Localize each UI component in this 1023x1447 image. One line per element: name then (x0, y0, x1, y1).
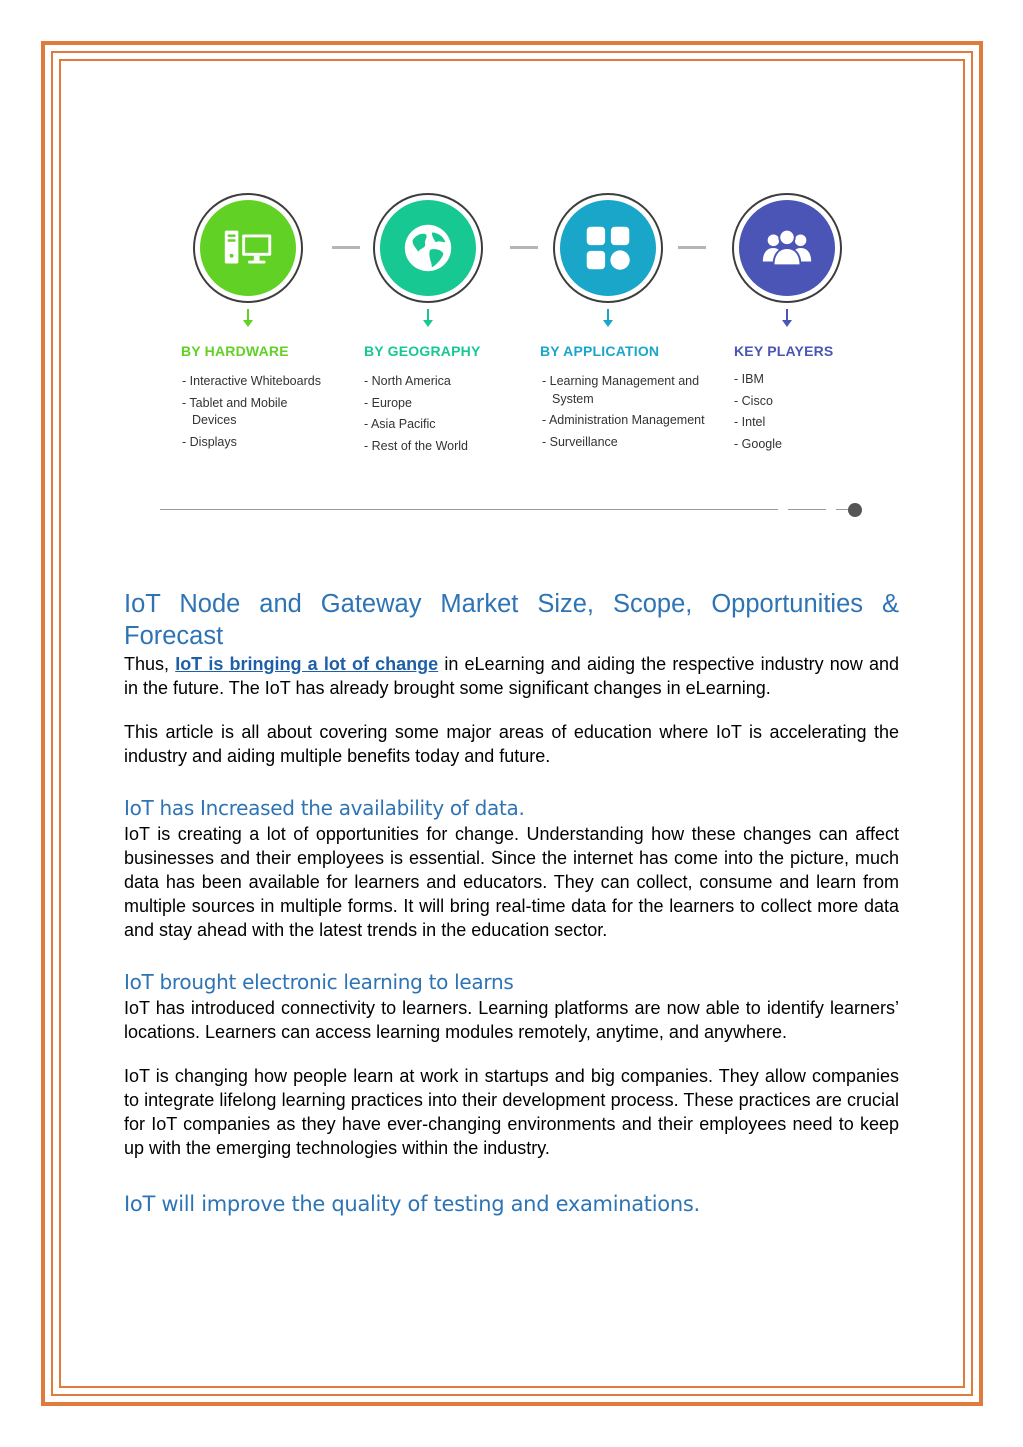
arrow-head-icon (782, 320, 792, 327)
arrow-head-icon (243, 320, 253, 327)
geography-title: BY GEOGRAPHY (364, 343, 481, 359)
list-item: - Intel (734, 414, 854, 432)
key-players-circle (734, 195, 840, 301)
list-item: - Asia Pacific (364, 416, 514, 434)
list-item: - Cisco (734, 393, 854, 411)
list-item: - North America (364, 373, 514, 391)
application-title: BY APPLICATION (540, 343, 660, 359)
list-item: - Tablet and Mobile Devices (182, 395, 322, 430)
section-heading-data-availability: IoT has Increased the availability of data. (124, 796, 525, 820)
people-group-icon (758, 219, 816, 277)
connector-line (332, 246, 360, 249)
application-circle (555, 195, 661, 301)
connector-line (678, 246, 706, 249)
list-item: - Administration Management (542, 412, 712, 430)
section-heading-electronic-learning: IoT brought electronic learning to learns (124, 970, 514, 994)
key-players-title: KEY PLAYERS (734, 343, 834, 359)
divider-line (160, 509, 778, 510)
globe-icon (399, 219, 457, 277)
hardware-list (182, 373, 322, 455)
section-heading-testing-quality: IoT will improve the quality of testing and examinations. (124, 1192, 700, 1216)
hardware-title: BY HARDWARE (181, 343, 289, 359)
app-grid-icon (579, 219, 637, 277)
overview-paragraph: This article is all about covering some major areas of education where IoT is accelerating the industry and aiding multiple benefits today and future. (124, 722, 899, 766)
section-paragraph: IoT is changing how people learn at work in startups and big companies. They allow companies to integrate lifelong learning practices into their development process. These practices are crucial for IoT companies as they have ever-changing environments and their employees need to keep up with the emerging technologies within the industry. (124, 1066, 899, 1158)
list-item: - Europe (364, 395, 514, 413)
application-list (542, 373, 712, 455)
intro-paragraph (124, 652, 899, 700)
list-item: - Interactive Whiteboards (182, 373, 322, 391)
section-paragraph: IoT is creating a lot of opportunities for change. Understanding how these changes can affect businesses and their employees is essential. Since the internet has come into the picture, much data has been available for learners and educators. They can collect, consume and learn from multiple sources in multiple forms. It will bring real-time data for the learners to collect more data and stay ahead with the latest trends in the education sector. (124, 824, 899, 940)
article-body (124, 588, 899, 1218)
key-players-list (734, 371, 854, 457)
list-item: - Rest of the World (364, 438, 514, 456)
list-item: - Google (734, 436, 854, 454)
arrow-head-icon (423, 320, 433, 327)
iot-change-link[interactable]: IoT is bringing a lot of change (175, 654, 439, 674)
list-item: - Learning Management and System (542, 373, 712, 408)
divider-dot-icon (848, 503, 862, 517)
list-item: - Surveillance (542, 434, 712, 452)
market-segmentation-infographic (160, 185, 880, 530)
hardware-circle (195, 195, 301, 301)
divider-dash (788, 509, 826, 510)
intro-suffix: in eLearning and aiding the respective industry now and in the future. The IoT has already brought some significant changes in eLearning. (124, 654, 899, 698)
connector-line (510, 246, 538, 249)
geography-list (364, 373, 514, 459)
arrow-head-icon (603, 320, 613, 327)
computer-monitor-icon (219, 219, 277, 277)
section-paragraph: IoT has introduced connectivity to learners. Learning platforms are now able to identify learners’ locations. Learners can access learning modules remotely, anytime, and anywhere. (124, 998, 899, 1042)
intro-prefix: Thus, (124, 654, 176, 674)
list-item: - Displays (182, 434, 322, 452)
article-title: IoT Node and Gateway Market Size, Scope, Opportunities & Forecast (124, 590, 899, 650)
list-item: - IBM (734, 371, 854, 389)
divider-dash (836, 509, 848, 510)
geography-circle (375, 195, 481, 301)
